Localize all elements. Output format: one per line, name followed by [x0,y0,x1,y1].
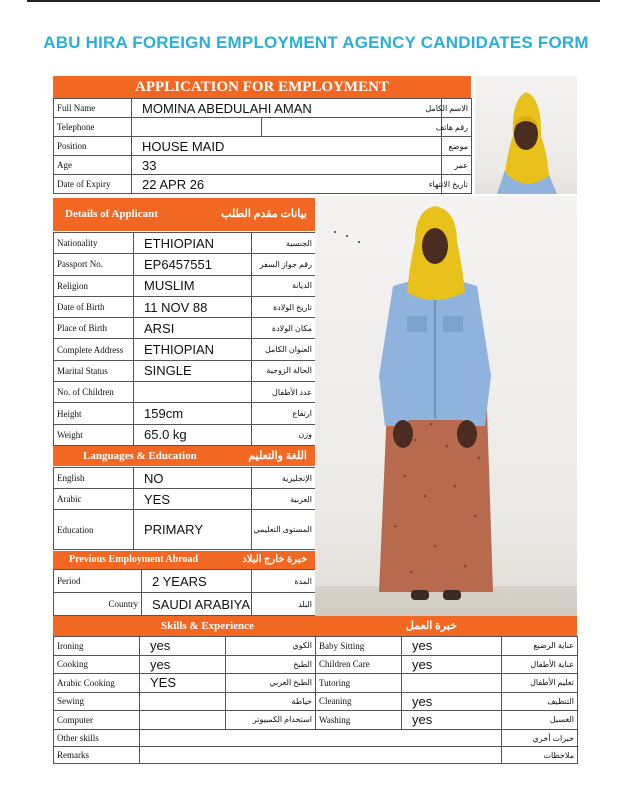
cleaning-label: Cleaning [316,692,402,711]
washing-arabic-label: الغسيل [502,711,578,730]
details-header: Details of Applicant بيانات مقدم الطلب [53,198,315,231]
portrait-figure [475,76,577,194]
age-arabic-label: عمر [442,156,472,175]
place-of-birth-value: ARSI [134,318,252,339]
nationality-label: Nationality [54,233,134,254]
tutoring-label: Tutoring [316,674,402,693]
education-label: Education [54,510,134,550]
nationality-arabic-label: الجنسية [252,233,316,254]
skills-row [54,692,578,711]
date-of-birth-label: Date of Birth [54,296,134,317]
form-row [54,275,316,296]
religion-label: Religion [54,275,134,296]
form-row [54,156,472,175]
period-value: 2 YEARS [142,570,252,593]
place-of-birth-arabic-label: مكان الولادة [252,318,316,339]
arabic-cooking-arabic-label: الطبخ العربي [226,674,316,693]
form-row [54,233,316,254]
telephone-blank [262,118,442,137]
age-value: 33 [132,156,442,175]
full-body-photo [315,196,577,616]
telephone-label: Telephone [54,118,132,137]
marital-status-arabic-label: الحالة الزوجية [252,360,316,381]
skills-row [54,637,578,656]
sewing-label: Sewing [54,692,140,711]
computer-value [140,711,226,730]
remarks-value [140,747,502,764]
cleaning-arabic-label: التنظيف [502,692,578,711]
weight-value: 65.0 kg [134,424,252,445]
cooking-value: yes [140,655,226,674]
children-care-label: Children Care [316,655,402,674]
country-label: Country [54,593,142,616]
period-arabic-label: المدة [252,570,316,593]
religion-value: MUSLIM [134,275,252,296]
date-of-expiry-arabic-label: تاريخ الانتهاء [442,175,472,194]
country-arabic-label: البلد [252,593,316,616]
country-value: SAUDI ARABIYA [142,593,252,616]
washing-value: yes [402,711,502,730]
baby-sitting-label: Baby Sitting [316,637,402,656]
height-label: Height [54,403,134,424]
sewing-arabic-label: خياطة [226,692,316,711]
telephone-arabic-label: رقم هاتف [442,118,472,137]
full-name-label: Full Name [54,99,132,118]
complete-address-label: Complete Address [54,339,134,360]
height-arabic-label: ارتفاع [252,403,316,424]
baby-sitting-arabic-label: عناية الرضيع [502,637,578,656]
form-row [54,339,316,360]
form-row [54,570,316,593]
ironing-label: Ironing [54,637,140,656]
marital-status-label: Marital Status [54,360,134,381]
remarks-arabic-label: ملاحظات [502,747,578,764]
children-care-arabic-label: عناية الأطفال [502,655,578,674]
sewing-value [140,692,226,711]
form-row [54,318,316,339]
portrait-photo [475,76,577,194]
cooking-label: Cooking [54,655,140,674]
tutoring-arabic-label: تعليم الأطفال [502,674,578,693]
religion-arabic-label: الديانة [252,275,316,296]
arabic-value: YES [134,489,252,510]
passport-no-arabic-label: رقم جواز السفر [252,254,316,275]
form-row [54,489,316,510]
complete-address-arabic-label: العنوان الكامل [252,339,316,360]
form-row [54,593,316,616]
remarks-label: Remarks [54,747,140,764]
arabic-cooking-label: Arabic Cooking [54,674,140,693]
period-label: Period [54,570,142,593]
position-value: HOUSE MAID [132,137,442,156]
languages-table [53,467,316,550]
languages-header: Languages & Education اللغة والتعليم [53,446,315,466]
english-value: NO [134,468,252,489]
place-of-birth-label: Place of Birth [54,318,134,339]
other-skills-label: Other skills [54,730,140,747]
form-row [54,99,472,118]
no-of-children-label: No. of Children [54,382,134,403]
form-row [54,403,316,424]
full-name-arabic-label: الاسم الكامل [442,99,472,118]
ironing-arabic-label: الكوي [226,637,316,656]
nationality-value: ETHIOPIAN [134,233,252,254]
tutoring-value [402,674,502,693]
other-skills-value [140,730,502,747]
ironing-value: yes [140,637,226,656]
complete-address-value: ETHIOPIAN [134,339,252,360]
full-name-value: MOMINA ABEDULAHI AMAN [132,99,442,118]
other-skills-arabic-label: خبرات أخري [502,730,578,747]
standing-figure [315,196,577,616]
date-of-expiry-value: 22 APR 26 [132,175,442,194]
children-care-value: yes [402,655,502,674]
passport-no-label: Passport No. [54,254,134,275]
date-of-expiry-label: Date of Expiry [54,175,132,194]
agency-title: ABU HIRA FOREIGN EMPLOYMENT AGENCY CANDIDATES FORM [43,33,589,52]
form-row [54,360,316,381]
skills-row [54,711,578,730]
form-row [54,468,316,489]
position-label: Position [54,137,132,156]
arabic-arabic-label: العربية [252,489,316,510]
english-arabic-label: الإنجليزية [252,468,316,489]
cooking-arabic-label: الطبخ [226,655,316,674]
top-rule [27,0,600,2]
skills-table [53,636,578,730]
date-of-birth-value: 11 NOV 88 [134,296,252,317]
previous-employment-header: Previous Employment Abroad خبرة خارج البلاد [53,551,315,569]
form-row [54,382,316,403]
skills-row [54,674,578,693]
arabic-label: Arabic [54,489,134,510]
date-of-birth-arabic-label: تاريخ الولادة [252,296,316,317]
application-header: APPLICATION FOR EMPLOYMENT [53,76,471,98]
skills-header: Skills & Experience خبرة العمل [53,616,577,636]
form-row [54,510,316,550]
arabic-cooking-value: YES [140,674,226,693]
weight-arabic-label: وزن [252,424,316,445]
washing-label: Washing [316,711,402,730]
form-row [54,424,316,445]
telephone-value [132,118,262,137]
marital-status-value: SINGLE [134,360,252,381]
weight-label: Weight [54,424,134,445]
form-row [54,175,472,194]
height-value: 159cm [134,403,252,424]
english-label: English [54,468,134,489]
computer-arabic-label: استخدام الكمبيوتر [226,711,316,730]
form-row [54,730,578,747]
education-value: PRIMARY [134,510,252,550]
passport-no-value: EP6457551 [134,254,252,275]
baby-sitting-value: yes [402,637,502,656]
form-row [54,254,316,275]
personal-table [53,98,472,194]
remarks-table [53,729,578,764]
form-row [54,118,472,137]
education-arabic-label: المستوى التعليمي [252,510,316,550]
form-row [54,747,578,764]
details-table [53,232,316,446]
no-of-children-value [134,382,252,403]
form-row [54,296,316,317]
cleaning-value: yes [402,692,502,711]
skills-row [54,655,578,674]
computer-label: Computer [54,711,140,730]
no-of-children-arabic-label: عدد الأطفال [252,382,316,403]
age-label: Age [54,156,132,175]
form-row [54,137,472,156]
position-arabic-label: موضع [442,137,472,156]
previous-employment-table [53,569,316,616]
